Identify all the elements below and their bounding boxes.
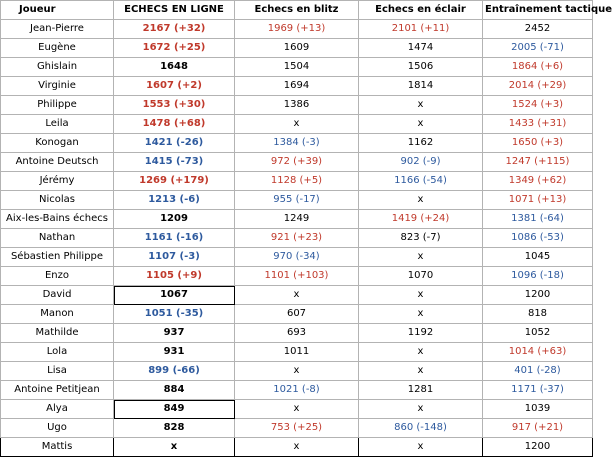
table-row: [1, 191, 593, 210]
online-rating-cell: 1607 (+2): [114, 77, 235, 96]
table-row: [1, 324, 593, 343]
lightning-rating-cell: x: [359, 115, 483, 134]
table-row: [1, 96, 593, 115]
blitz-rating-cell: 955 (-17): [235, 191, 359, 210]
tactics-rating-cell: 1381 (-64): [483, 210, 593, 229]
blitz-rating-cell: 972 (+39): [235, 153, 359, 172]
tactics-rating-cell: 1200: [483, 438, 593, 457]
table-row: [1, 400, 593, 419]
lightning-rating-cell: 1506: [359, 58, 483, 77]
tactics-rating-cell: 401 (-28): [483, 362, 593, 381]
lightning-rating-cell: x: [359, 343, 483, 362]
blitz-rating-cell: 1386: [235, 96, 359, 115]
blitz-rating-cell: x: [235, 286, 359, 305]
tactics-rating-cell: 1039: [483, 400, 593, 419]
blitz-rating-cell: 1249: [235, 210, 359, 229]
lightning-rating-cell: 902 (-9): [359, 153, 483, 172]
online-rating-cell: 1421 (-26): [114, 134, 235, 153]
table-row: [1, 115, 593, 134]
tactics-rating-cell: 1045: [483, 248, 593, 267]
lightning-rating-cell: 1419 (+24): [359, 210, 483, 229]
table-row: [1, 134, 593, 153]
lightning-rating-cell: 1192: [359, 324, 483, 343]
table-row: [1, 153, 593, 172]
lightning-rating-cell: 2101 (+11): [359, 20, 483, 39]
lightning-rating-cell: 860 (-148): [359, 419, 483, 438]
blitz-rating-cell: 1694: [235, 77, 359, 96]
blitz-rating-cell: x: [235, 400, 359, 419]
lightning-rating-cell: 823 (-7): [359, 229, 483, 248]
online-rating-cell: x: [114, 438, 235, 457]
online-rating-cell: 937: [114, 324, 235, 343]
table-row: [1, 419, 593, 438]
table-row: [1, 267, 593, 286]
header-lightning: Echecs en éclair: [359, 1, 483, 20]
tactics-rating-cell: 1086 (-53): [483, 229, 593, 248]
player-name: Jean-Pierre: [1, 20, 114, 39]
tactics-rating-cell: 818: [483, 305, 593, 324]
blitz-rating-cell: 607: [235, 305, 359, 324]
online-rating-cell: 2167 (+32): [114, 20, 235, 39]
online-rating-cell: 1672 (+25): [114, 39, 235, 58]
tactics-rating-cell: 1247 (+115): [483, 153, 593, 172]
online-rating-cell: 1067: [114, 286, 235, 305]
blitz-rating-cell: x: [235, 438, 359, 457]
tactics-rating-cell: 1524 (+3): [483, 96, 593, 115]
player-name: Virginie: [1, 77, 114, 96]
lightning-rating-cell: 1474: [359, 39, 483, 58]
lightning-rating-cell: x: [359, 400, 483, 419]
online-rating-cell: 1269 (+179): [114, 172, 235, 191]
lightning-rating-cell: 1814: [359, 77, 483, 96]
header-row: [1, 1, 593, 20]
table-row: [1, 172, 593, 191]
blitz-rating-cell: 1021 (-8): [235, 381, 359, 400]
player-name: Jérémy: [1, 172, 114, 191]
lightning-rating-cell: x: [359, 362, 483, 381]
online-rating-cell: 884: [114, 381, 235, 400]
online-rating-cell: 1478 (+68): [114, 115, 235, 134]
player-name: Eugène: [1, 39, 114, 58]
lightning-rating-cell: 1281: [359, 381, 483, 400]
player-name: Alya: [1, 400, 114, 419]
header-tactics: Entraînement tactique: [483, 1, 593, 20]
lightning-rating-cell: x: [359, 191, 483, 210]
lightning-rating-cell: 1162: [359, 134, 483, 153]
blitz-rating-cell: 1384 (-3): [235, 134, 359, 153]
blitz-rating-cell: x: [235, 115, 359, 134]
table-body: [1, 20, 593, 457]
online-rating-cell: 1213 (-6): [114, 191, 235, 210]
blitz-rating-cell: 753 (+25): [235, 419, 359, 438]
tactics-rating-cell: 1433 (+31): [483, 115, 593, 134]
tactics-rating-cell: 2005 (-71): [483, 39, 593, 58]
tactics-rating-cell: 2452: [483, 20, 593, 39]
header-blitz: Echecs en blitz: [235, 1, 359, 20]
online-rating-cell: 1107 (-3): [114, 248, 235, 267]
table-row: [1, 343, 593, 362]
online-rating-cell: 1553 (+30): [114, 96, 235, 115]
lightning-rating-cell: x: [359, 305, 483, 324]
player-name: Lisa: [1, 362, 114, 381]
table-row: [1, 381, 593, 400]
table-row: [1, 210, 593, 229]
table-row: [1, 39, 593, 58]
player-name: Mathilde: [1, 324, 114, 343]
blitz-rating-cell: 1011: [235, 343, 359, 362]
player-name: David: [1, 286, 114, 305]
online-rating-cell: 849: [114, 400, 235, 419]
table-row: [1, 77, 593, 96]
tactics-rating-cell: 2014 (+29): [483, 77, 593, 96]
blitz-rating-cell: 693: [235, 324, 359, 343]
table-row: [1, 305, 593, 324]
table-row: [1, 20, 593, 39]
player-name: Nathan: [1, 229, 114, 248]
online-rating-cell: 1161 (-16): [114, 229, 235, 248]
player-name: Antoine Deutsch: [1, 153, 114, 172]
online-rating-cell: 1051 (-35): [114, 305, 235, 324]
player-name: Leila: [1, 115, 114, 134]
player-name: Sébastien Philippe: [1, 248, 114, 267]
tactics-rating-cell: 1014 (+63): [483, 343, 593, 362]
table-row: [1, 438, 593, 457]
player-name: Ghislain: [1, 58, 114, 77]
tactics-rating-cell: 1349 (+62): [483, 172, 593, 191]
lightning-rating-cell: x: [359, 248, 483, 267]
blitz-rating-cell: 1128 (+5): [235, 172, 359, 191]
blitz-rating-cell: 1101 (+103): [235, 267, 359, 286]
table-row: [1, 58, 593, 77]
tactics-rating-cell: 1864 (+6): [483, 58, 593, 77]
tactics-rating-cell: 1096 (-18): [483, 267, 593, 286]
online-rating-cell: 931: [114, 343, 235, 362]
online-rating-cell: 1209: [114, 210, 235, 229]
tactics-rating-cell: 917 (+21): [483, 419, 593, 438]
header-online-chess: ECHECS EN LIGNE: [114, 1, 235, 20]
player-name: Manon: [1, 305, 114, 324]
table-row: [1, 362, 593, 381]
lightning-rating-cell: x: [359, 286, 483, 305]
player-name: Konogan: [1, 134, 114, 153]
table-row: [1, 229, 593, 248]
lightning-rating-cell: 1070: [359, 267, 483, 286]
player-name: Enzo: [1, 267, 114, 286]
lightning-rating-cell: 1166 (-54): [359, 172, 483, 191]
online-rating-cell: 899 (-66): [114, 362, 235, 381]
tactics-rating-cell: 1052: [483, 324, 593, 343]
player-name: Lola: [1, 343, 114, 362]
table-row: [1, 286, 593, 305]
blitz-rating-cell: 1609: [235, 39, 359, 58]
blitz-rating-cell: 1504: [235, 58, 359, 77]
player-name: Antoine Petitjean: [1, 381, 114, 400]
tactics-rating-cell: 1650 (+3): [483, 134, 593, 153]
online-rating-cell: 1105 (+9): [114, 267, 235, 286]
player-name: Aix-les-Bains échecs: [1, 210, 114, 229]
tactics-rating-cell: 1071 (+13): [483, 191, 593, 210]
player-name: Nicolas: [1, 191, 114, 210]
tactics-rating-cell: 1200: [483, 286, 593, 305]
tactics-rating-cell: 1171 (-37): [483, 381, 593, 400]
lightning-rating-cell: x: [359, 438, 483, 457]
player-name: Ugo: [1, 419, 114, 438]
player-name: Philippe: [1, 96, 114, 115]
lightning-rating-cell: x: [359, 96, 483, 115]
blitz-rating-cell: 1969 (+13): [235, 20, 359, 39]
player-name: Mattis: [1, 438, 114, 457]
blitz-rating-cell: 921 (+23): [235, 229, 359, 248]
online-rating-cell: 1415 (-73): [114, 153, 235, 172]
header-player: Joueur: [1, 1, 114, 20]
blitz-rating-cell: 970 (-34): [235, 248, 359, 267]
online-rating-cell: 1648: [114, 58, 235, 77]
online-rating-cell: 828: [114, 419, 235, 438]
table-row: [1, 248, 593, 267]
blitz-rating-cell: x: [235, 362, 359, 381]
